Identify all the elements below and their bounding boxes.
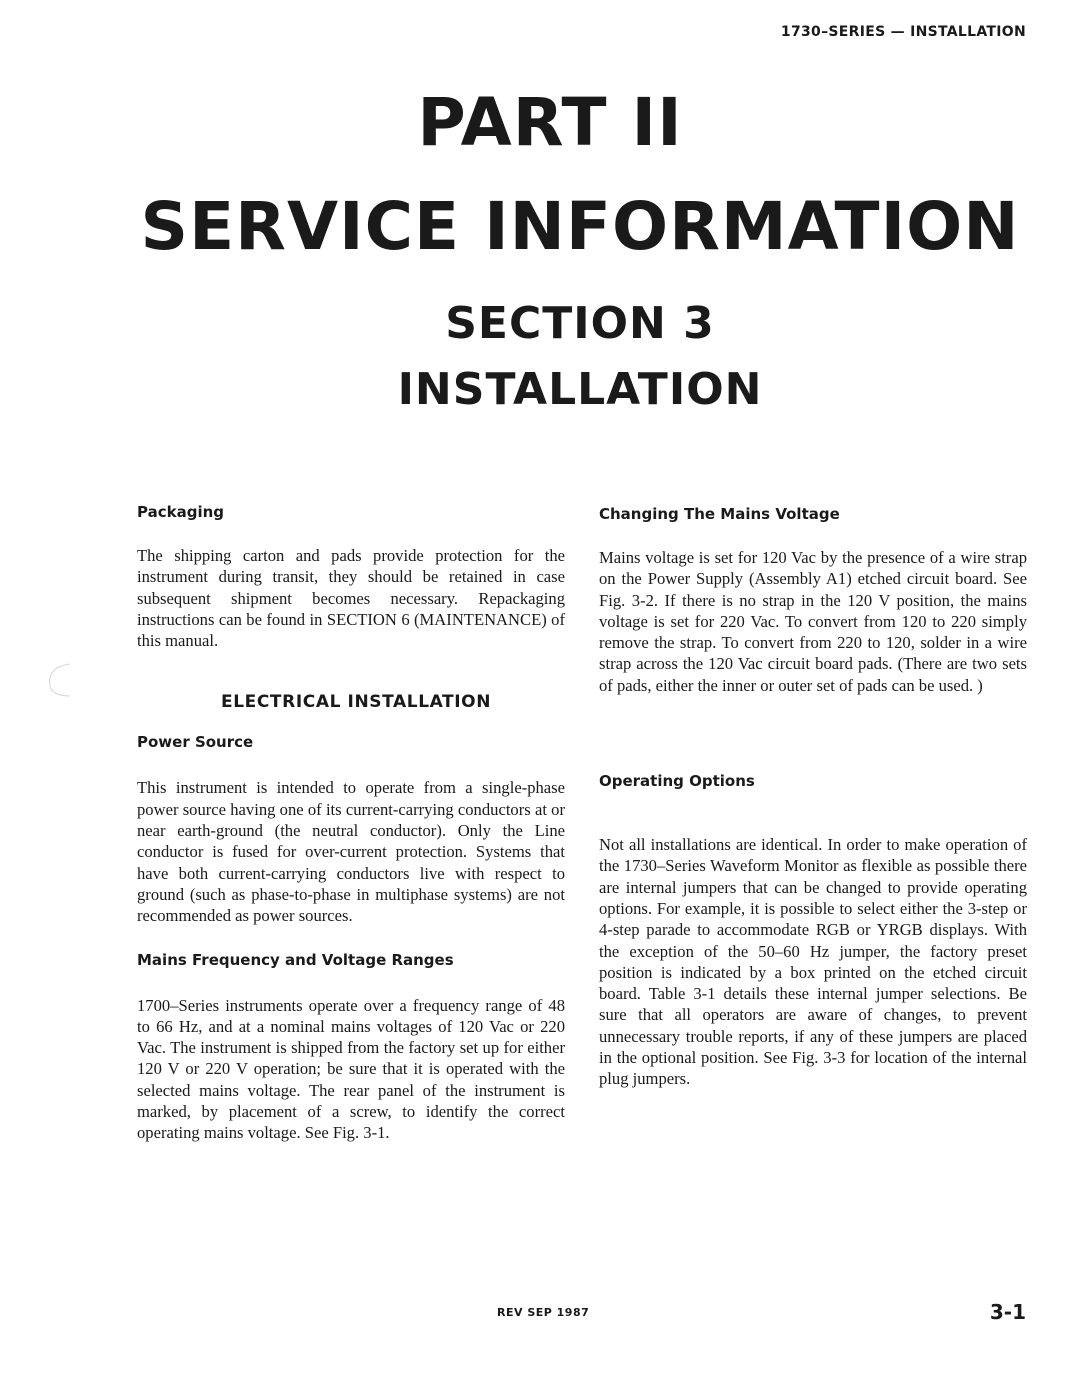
left-column (137, 503, 565, 1144)
changing-mains-heading: Changing The Mains Voltage (599, 505, 840, 523)
operating-options-heading: Operating Options (599, 772, 755, 791)
changing-mains-paragraph: Mains voltage is set for 120 Vac by the presence of a wire strap on the Power Supply (Assembly A1) etched circuit board. See Fig. 3-2. If there is no strap in the 120 V position, the mains voltage is set for 220 Vac. To convert from 120 to 220 simply remove the strap. To convert from 220 to 120, solder in a wire strap across the 120 Vac circuit board pads. (There are two sets of pads, either the inner or outer set of pads can be used. ) (599, 548, 1027, 695)
margin-scan-mark (40, 660, 80, 700)
page-number: 3-1 (989, 1300, 1026, 1324)
power-source-heading: Power Source (137, 733, 254, 752)
packaging-paragraph: The shipping carton and pads provide protection for the instrument during transit, they should be retained in case subsequent shipment becomes necessary. Repackaging instructions can be found in SECTION 6 (MAINTENANCE) of this manual. (137, 546, 565, 651)
power-source-paragraph: This instrument is intended to operate from a single-phase power source having one of its current-carrying conductors at or near earth-ground (the neutral conductor). Only the Line conductor is fused for over-current protection. Systems that have both current-carrying conductors live with respect to ground (such as phase-to-phase in multiphase systems) are not recommended as power sources. (137, 778, 565, 926)
mains-frequency-heading: Mains Frequency and Voltage Ranges (137, 950, 454, 969)
section-title: SECTION 3 (445, 298, 715, 349)
electrical-installation-heading: ELECTRICAL INSTALLATION (221, 692, 492, 713)
service-title: SERVICE INFORMATION (140, 188, 1020, 265)
packaging-heading: Packaging (137, 503, 224, 521)
right-column (599, 505, 1027, 1090)
operating-options-paragraph: Not all installations are identical. In order to make operation of the 1730–Series Waveform Monitor as flexible as possible there are internal jumpers that can be changed to provide operating options. For example, it is possible to select either the 3-step or 4-step parade to accommodate RGB or YRGB displays. With the exception of the 50–60 Hz jumper, the factory preset position is indicated by a box printed on the etched circuit board. Table 3-1 details these internal jumper selections. Be sure that all operators are aware of changes, to prevent unnecessary trouble reports, if any of these jumpers are placed in the optional position. See Fig. 3-3 for location of the internal plug jumpers. (599, 835, 1027, 1089)
mains-frequency-paragraph: 1700–Series instruments operate over a frequency range of 48 to 66 Hz, and at a nominal mains voltages of 120 Vac or 220 Vac. The instrument is shipped from the factory set up for either 120 V or 220 V operation; be sure that it is operated with the selected mains voltage. The rear panel of the instrument is marked, by placement of a screw, to identify the correct operating mains voltage. See Fig. 3-1. (137, 995, 565, 1143)
revision-date: REV SEP 1987 (497, 1306, 590, 1319)
installation-title: INSTALLATION (397, 364, 763, 415)
running-header: 1730–SERIES — INSTALLATION (780, 24, 1026, 40)
part-title: PART II (417, 84, 683, 161)
